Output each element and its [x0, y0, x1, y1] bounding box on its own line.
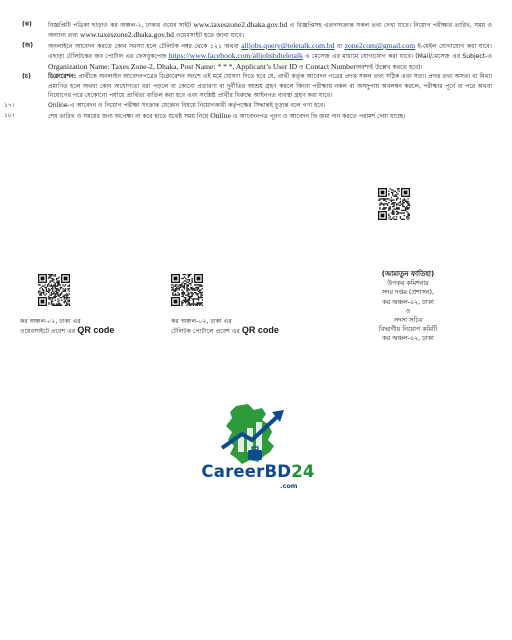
clause-number: (জ): [22, 42, 34, 50]
clause-cha: [22, 72, 492, 100]
brand-domain: .com: [280, 482, 298, 490]
clause-number: (ক): [22, 21, 32, 28]
qr-code-icon[interactable]: [38, 274, 70, 306]
clause-ja: [22, 41, 492, 72]
website-url-2[interactable]: www.taxeszone2.dhaka.gov.bd: [80, 30, 174, 40]
clause-text: ডিক্লারেশন: প্রার্থীকে অনলাইন আবেদনপত্রের ডিক্লারেশন অংশে এই মর্মে ঘোষণা দিতে হবে যে, প্রার্থী কর্তৃক আবেদন পত্রের প্রদত্ত সকল তথ্য সঠিক এবং সত্য। প্রদত্ত তথ্য অসত্য বা মিথ্যা প্রমাণিত হলে অথবা কোন অযোগ্যতা ধরা পড়লে বা কোনো প্রতারণা বা দুর্নীতির আশ্রয় গ্রহণ করলে কিংবা পরীক্ষায় নকল বা অসদুপায় অবলম্বন করলে, পরীক্ষার পূর্বে বা পরে অথবা নিয়োগের পরে যেকোনো পর্যায়ে প্রার্থিতা বাতিল করা হবে এবং সংশ্লিষ্ট প্রার্থীর বিরুদ্ধে আইনগত ব্যবস্থা গ্রহণ করা যাবে।: [48, 73, 492, 100]
clause-text: Online-এ আবেদন ও নিয়োগ পরীক্ষা সংক্রান্ত যেকোন বিষয়ে নিয়োগকারী কর্তৃপক্ষের সিদ্ধান্তই চূড়ান্ত বলে গণ্য হবে।: [48, 101, 326, 109]
brand-wordmark: CareerBD24: [201, 462, 315, 481]
clause-number: ১৮।: [4, 111, 15, 119]
instruction-clauses: [4, 20, 493, 121]
website-qr-caption: কর অঞ্চল-০২, ঢাকা এর ওয়েবসাইটে প্রবেশ এর QR code: [20, 318, 115, 336]
signature-block: (আমাতুন ফাতিহা) উপকর কমিশনার সদর দপ্তর (প্রশাসন), কর অঞ্চল-০২, ঢাকা ও সদস্য সচিব বিভাগীয় নিয়োগ কমিটি কর অঞ্চল-০২, ঢাকা: [352, 270, 464, 344]
website-url[interactable]: www.taxeszone2.dhaka.gov.bd: [193, 20, 288, 29]
signatory-name: (আমাতুন ফাতিহা): [381, 270, 435, 278]
qr-code-icon[interactable]: [378, 188, 410, 220]
qr-code-icon[interactable]: [171, 274, 203, 306]
facebook-page-link[interactable]: https://www.facebook.com/alljobsbdteletalk: [168, 51, 303, 61]
clause-number: ১৭।: [4, 101, 15, 109]
clause-text: শেষ তারিখ ও সময়ের জন্য অপেক্ষা না করে হাতে যথেষ্ট সময় নিয়ে Online এ আবেদনপত্র পূরণ ও আবেদন ফি জমা দান করতে পরামর্শ দেয়া যাচ্ছে।: [48, 110, 406, 120]
declaration-heading: ডিক্লারেশন:: [48, 73, 77, 81]
zone2-email-link[interactable]: zone2com@gmail.com: [344, 41, 416, 51]
clause-17: [4, 101, 492, 110]
bangladesh-map-logo-icon: [192, 400, 318, 500]
clause-text: বিজ্ঞপ্তিটি পত্রিকা ছাড়াও কর অঞ্চল-২, ঢাকার ওয়েব সাইট www.taxeszone2.dhaka.gov.bd এ বিজ্ঞপ্তিসহ এতদসংক্রান্ত সকল তথ্য দেখা যাবে। নিয়োগ পরীক্ষার তারিখ, সময় ও অন্যান্য তথ্য www.taxeszone2.dhaka.gov.bd ওয়েবসাইট হতে জানা যাবে।: [48, 20, 492, 40]
clause-ka: [22, 20, 492, 41]
portal-qr-caption: কর অঞ্চল-০২, ঢাকা এর টেলিটক পোর্টালে প্রবেশ এর QR code: [171, 318, 279, 336]
teletalk-email-link[interactable]: alljobs.query@teletalk.com.bd: [241, 41, 335, 51]
clause-number: (চ): [22, 73, 31, 81]
clause-text: অনলাইনে আবেদন করতে কোন সমস্যা হলে টেলিটক নম্বর থেকে ১২১ অথবা alljobs.query@teletalk.com.bd বা zone2com@gmail.com ই-মেইল যোগাযোগ করা যাবে। এছাড়া টেলিটকের জব পোর্টাল এর ফেসবুকপেজ https://www.facebook.com/alljobsbdteletalk এ মেসেজ এর মাধ্যমে যোগাযোগ করা যাবে। (Mail/মেসেজ এর Subject-এ Organization Name: Taxes Zone-2, Dhaka, Post Name: * * *, Applicant’s User ID ও Contact Numberঅবশ্যই উল্লেখ করতে হবে)।: [48, 41, 493, 71]
clause-18: [4, 111, 492, 121]
